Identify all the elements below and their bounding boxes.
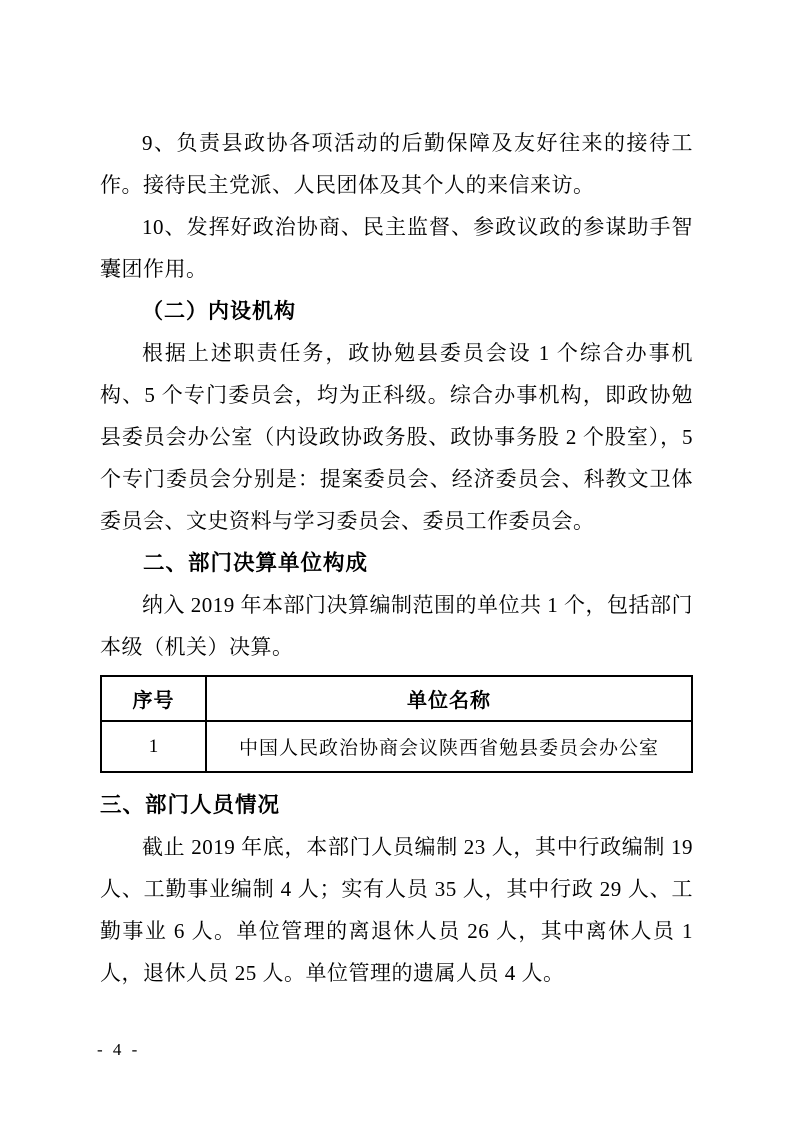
heading-internal-structure: （二）内设机构 bbox=[142, 299, 296, 323]
table-header-unit-name: 单位名称 bbox=[206, 676, 692, 721]
heading-section-3-personnel: 三、部门人员情况 bbox=[100, 793, 281, 817]
table-cell-unit-name: 中国人民政治协商会议陕西省勉县委员会办公室 bbox=[206, 721, 692, 772]
table-row bbox=[101, 721, 692, 772]
heading-section-2-unit-composition: 二、部门决算单位构成 bbox=[143, 551, 369, 575]
unit-composition-table bbox=[100, 675, 693, 773]
paragraph-personnel: 截止 2019 年底，本部门人员编制 23 人，其中行政编制 19 人、工勤事业编制 4 人；实有人员 35 人，其中行政 29 人、工勤事业 6 人。单位管理的离退休人员 26 人，其中离休人员 1 人，退休人员 25 人。单位管理的遗属人员 4 人。 bbox=[100, 835, 693, 985]
paragraph-internal-structure: 根据上述职责任务，政协勉县委员会设 1 个综合办事机构、5 个专门委员会，均为正科级。综合办事机构，即政协勉县委员会办公室（内设政协政务股、政协事务股 2 个股室），5 个专门委员会分别是：提案委员会、经济委员会、科教文卫体委员会、文史资料与学习委员会、委员工作委员会。 bbox=[100, 341, 693, 533]
paragraph-duty-9: 9、负责县政协各项活动的后勤保障及友好往来的接待工作。接待民主党派、人民团体及其个人的来信来访。 bbox=[100, 131, 693, 197]
table-cell-index: 1 bbox=[101, 721, 206, 772]
paragraph-unit-scope: 纳入 2019 年本部门决算编制范围的单位共 1 个，包括部门本级（机关）决算。 bbox=[100, 593, 693, 659]
table-header-index: 序号 bbox=[101, 676, 206, 721]
table-header-row bbox=[101, 676, 692, 721]
paragraph-duty-10: 10、发挥好政治协商、民主监督、参政议政的参谋助手智囊团作用。 bbox=[100, 215, 693, 281]
page-number: - 4 - bbox=[97, 1040, 141, 1059]
